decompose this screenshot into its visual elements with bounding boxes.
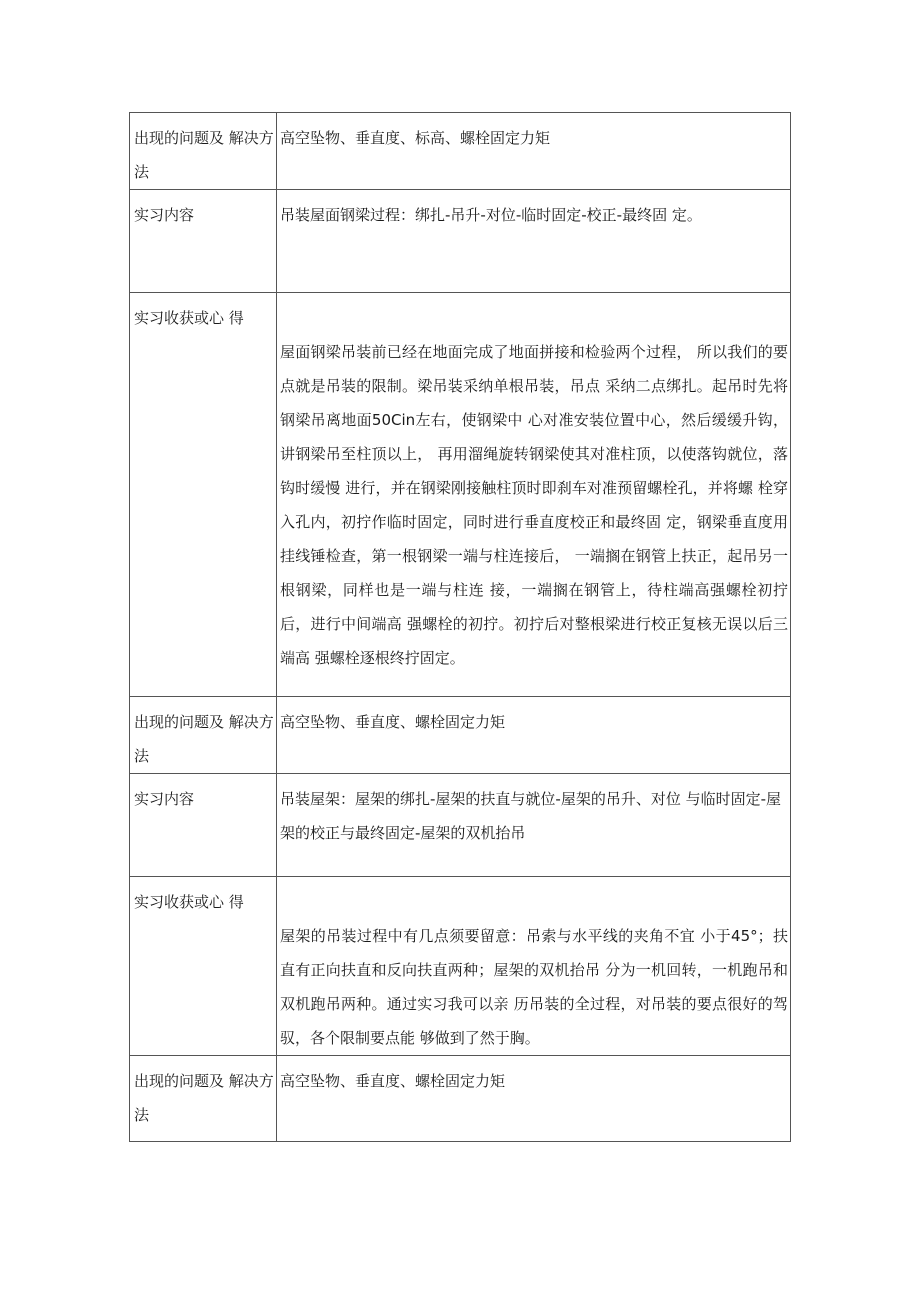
row-label: 实习收获或心 得 (130, 293, 277, 697)
row-content: 高空坠物、垂直度、螺栓固定力矩 (277, 1056, 791, 1142)
table-row (130, 877, 791, 1056)
row-content: 屋面钢梁吊装前已经在地面完成了地面拼接和检验两个过程， 所以我们的要点就是吊装的限制。梁吊装采纳单根吊装，吊点 采纳二点绑扎。起吊时先将钢梁吊离地面50Cin左右，使钢梁中 心对准安装位置中心，然后缓缓升钩，讲钢梁吊至柱顶以上， 再用溜绳旋转钢梁使其对准柱顶，以使落钩就位，落钩时缓慢 进行，并在钢梁刚接触柱顶时即刹车对准预留螺栓孔，并将螺 栓穿入孔内，初拧作临时固定，同时进行垂直度校正和最终固 定，钢梁垂直度用挂线锤检查，第一根钢梁一端与柱连接后， 一端搁在钢管上扶正，起吊另一根钢梁，同样也是一端与柱连 接，一端搁在钢管上，待柱端高强螺栓初拧后，进行中间端高 强螺栓的初拧。初拧后对整根梁进行校正复核无误以后三端高 强螺栓逐根终拧固定。 (280, 343, 788, 667)
table-row (130, 113, 791, 190)
internship-report-table (129, 112, 791, 1142)
row-content-wrapper (277, 293, 791, 697)
table-row (130, 293, 791, 697)
table-row (130, 1056, 791, 1142)
row-content: 吊装屋架：屋架的绑扎-屋架的扶直与就位-屋架的吊升、对位 与临时固定-屋架的校正与最终固定-屋架的双机抬吊 (277, 774, 791, 877)
row-label: 实习内容 (130, 774, 277, 877)
row-content: 高空坠物、垂直度、螺栓固定力矩 (277, 697, 791, 774)
row-label: 实习内容 (130, 190, 277, 293)
row-label: 实习收获或心 得 (130, 877, 277, 1056)
row-label: 出现的问题及 解决方法 (130, 697, 277, 774)
row-label: 出现的问题及 解决方法 (130, 113, 277, 190)
table-row (130, 697, 791, 774)
row-content-wrapper (277, 877, 791, 1056)
row-label: 出现的问题及 解决方法 (130, 1056, 277, 1142)
table-row (130, 190, 791, 293)
row-content: 高空坠物、垂直度、标高、螺栓固定力矩 (277, 113, 791, 190)
row-content: 吊装屋面钢梁过程：绑扎-吊升-对位-临时固定-校正-最终固 定。 (277, 190, 791, 293)
table-row (130, 774, 791, 877)
row-content: 屋架的吊装过程中有几点须要留意：吊索与水平线的夹角不宜 小于45°；扶直有正向扶直和反向扶直两种；屋架的双机抬吊 分为一机回转，一机跑吊和双机跑吊两种。通过实习我可以亲 历吊装的全过程，对吊装的要点很好的驾驭，各个限制要点能 够做到了然于胸。 (280, 927, 788, 1047)
